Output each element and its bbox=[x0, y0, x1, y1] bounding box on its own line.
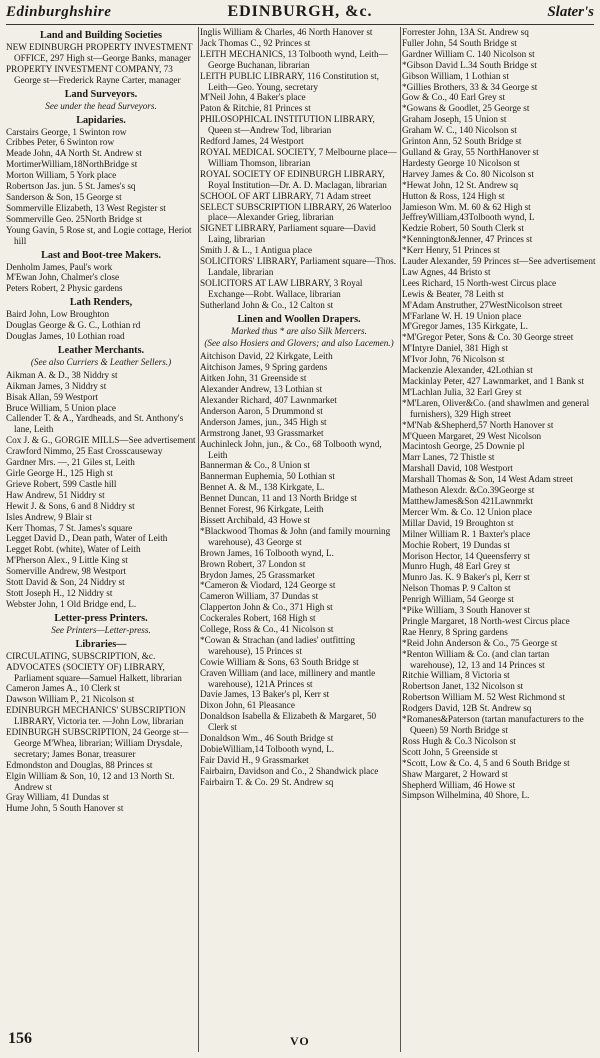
directory-entry: Nelson Thomas P. 9 Calton st bbox=[402, 583, 511, 594]
directory-entry: ADVOCATES (SOCIETY OF) LIBRARY, Parliament square—Samuel Halkett, librarian bbox=[6, 661, 182, 683]
directory-entry: Aikman James, 3 Niddry st bbox=[6, 380, 107, 391]
directory-entry: Brydon James, 25 Grassmarket bbox=[200, 569, 315, 580]
directory-entry: Carstairs George, 1 Swinton row bbox=[6, 126, 127, 137]
directory-entry: ROYAL SOCIETY OF EDINBURGH LIBRARY, Royal Institution—Dr. A. D. Maclagan, librarian bbox=[200, 168, 387, 190]
directory-entry: Sommerville Elizabeth, 13 West Register st bbox=[6, 202, 166, 213]
directory-entry: Denholm James, Paul's work bbox=[6, 261, 113, 272]
directory-entry: Ross Hugh & Co.3 Nicolson st bbox=[402, 735, 516, 746]
section-heading: Land and Building Societies bbox=[39, 30, 162, 41]
directory-entry: EDINBURGH MECHANICS' SUBSCRIPTION LIBRARY, Victoria ter. —John Low, librarian bbox=[6, 705, 186, 727]
directory-entry: *M'Nab &Shepherd,57 North Hanover st bbox=[402, 419, 554, 430]
directory-entry: Bannerman & Co., 8 Union st bbox=[200, 460, 310, 471]
page-header bbox=[6, 2, 594, 24]
directory-entry: M'Intyre Daniel, 381 High st bbox=[402, 343, 509, 354]
section-heading: Leather Merchants. bbox=[57, 344, 145, 356]
directory-entry: Gibson William, 1 Lothian st bbox=[402, 70, 509, 81]
directory-entry: Brown Robert, 37 London st bbox=[200, 558, 306, 569]
directory-entry: M'Adam Anstruther, 27WestNicolson street bbox=[402, 299, 563, 310]
directory-entry: Harvey James & Co. 80 Nicolson st bbox=[402, 168, 534, 179]
directory-entry: Gardner Mrs. —, 21 Giles st, Leith bbox=[6, 457, 135, 468]
directory-entry: Gardner William C. 140 Nicolson st bbox=[402, 48, 535, 59]
directory-entry: Fairbairn T. & Co. 29 St. Andrew sq bbox=[200, 776, 334, 787]
directory-entry: Pringle Margaret, 18 North-west Circus place bbox=[402, 615, 570, 626]
directory-entry: Aitchison David, 22 Kirkgate, Leith bbox=[200, 351, 333, 362]
directory-entry: NEW EDINBURGH PROPERTY INVESTMENT OFFICE, 297 High st—George Banks, manager bbox=[6, 42, 193, 63]
directory-entry: Gray William, 41 Dundas st bbox=[6, 792, 109, 803]
directory-entry: Brown James, 16 Tolbooth wynd, L. bbox=[200, 547, 334, 558]
directory-entry: Webster John, 1 Old Bridge end, L. bbox=[6, 598, 137, 609]
directory-entry: CIRCULATING, SUBSCRIPTION, &c. bbox=[6, 650, 156, 661]
directory-entry: Haw Andrew, 51 Niddry st bbox=[6, 489, 105, 500]
directory-entry: Robertson Jas. jun. 5 St. James's sq bbox=[6, 181, 136, 192]
column-divider bbox=[400, 27, 401, 1052]
directory-entry: Jack Thomas C., 92 Princes st bbox=[200, 37, 311, 48]
directory-entry: Millar David, 19 Broughton st bbox=[402, 517, 514, 528]
section-heading: Linen and Woollen Drapers. bbox=[237, 313, 361, 325]
directory-entry: Morison Hector, 14 Queensferry st bbox=[402, 550, 530, 561]
directory-entry: Craven William (and lace, millinery and mantle warehouse), 121A Princes st bbox=[200, 667, 376, 689]
page-number: 156 bbox=[8, 1030, 32, 1047]
directory-entry: Aitchison James, 9 Spring gardens bbox=[200, 362, 328, 373]
directory-entry: Grinton Ann, 52 South Bridge st bbox=[402, 136, 522, 147]
directory-entry: Graham W. C., 140 Nicolson st bbox=[402, 125, 517, 136]
directory-entry: Dawson William P., 21 Nicolson st bbox=[6, 694, 135, 705]
directory-entry: Morton William, 5 York place bbox=[6, 170, 117, 181]
directory-entry: M'Pherson Alex., 9 Little King st bbox=[6, 555, 128, 566]
directory-entry: ROYAL MEDICAL SOCIETY, 7 Melbourne place—William Thomson, librarian bbox=[200, 146, 397, 168]
directory-entry: Edmondston and Douglas, 88 Princes st bbox=[6, 759, 153, 770]
printer-signature: VO bbox=[290, 1034, 310, 1048]
directory-entry: Smith J. & L., 1 Antigua place bbox=[200, 245, 313, 256]
directory-entry: Hardesty George 10 Nicolson st bbox=[402, 157, 520, 168]
section-heading: Last and Boot-tree Makers. bbox=[41, 249, 161, 261]
column-divider bbox=[198, 27, 199, 1052]
directory-entry: *Scott, Low & Co. 4, 5 and 6 South Bridge st bbox=[402, 757, 570, 768]
directory-entry: SCHOOL OF ART LIBRARY, 71 Adam street bbox=[200, 190, 372, 201]
directory-entry: M'Gregor James, 135 Kirkgate, L. bbox=[402, 321, 528, 332]
directory-entry: Peters Robert, 2 Physic gardens bbox=[6, 283, 123, 294]
directory-entry: Sanderson & Son, 15 George st bbox=[6, 191, 122, 202]
directory-entry: Matheson Alexdr. &Co.39George st bbox=[402, 485, 535, 496]
directory-entry: Mochie Robert, 19 Dundas st bbox=[402, 539, 510, 550]
section-heading: Land Surveyors. bbox=[64, 88, 138, 100]
directory-entry: Bruce William, 5 Union place bbox=[6, 402, 116, 413]
directory-column-3 bbox=[402, 27, 596, 1027]
directory-entry: Munro Hugh, 48 Earl Grey st bbox=[402, 561, 511, 572]
directory-entry: Simpson Wilhelmina, 40 Shore, L. bbox=[402, 790, 530, 801]
directory-entry: Scott John, 5 Greenside st bbox=[402, 746, 498, 757]
directory-entry: Kerr Thomas, 7 St. James's square bbox=[6, 522, 133, 533]
directory-entry: Aikman A. & D., 38 Niddry st bbox=[6, 369, 118, 380]
directory-entry: Dixon John, 61 Pleasance bbox=[200, 700, 295, 711]
directory-entry: Mackinlay Peter, 427 Lawnmarket, and 1 Bank st bbox=[402, 376, 585, 386]
section-note: (See also Hosiers and Glovers; and also Lacemen.) bbox=[204, 338, 394, 349]
directory-entry: Mercer Wm. & Co. 12 Union place bbox=[402, 506, 532, 517]
directory-entry: Cameron James A., 10 Clerk st bbox=[6, 683, 121, 694]
directory-entry: Redford James, 24 Westport bbox=[200, 136, 304, 147]
directory-entry: DobieWilliam,14 Tolbooth wynd, L. bbox=[200, 744, 335, 754]
section-note: Marked thus * are also Silk Mercers. bbox=[231, 325, 367, 336]
directory-entry: Fair David H., 9 Grassmarket bbox=[200, 754, 309, 765]
directory-entry: Marshall Thomas & Son, 14 West Adam street bbox=[402, 474, 573, 485]
directory-entry: *Blackwood Thomas & John (and family mourning warehouse), 43 George st bbox=[200, 525, 391, 547]
directory-entry: *Renton William & Co. (and clan tartan warehouse), 12, 13 and 14 Princes st bbox=[402, 648, 550, 670]
directory-entry: Douglas James, 10 Lothian road bbox=[6, 331, 125, 342]
directory-entry: Elgin William & Son, 10, 12 and 13 North St. Andrew st bbox=[6, 770, 175, 792]
directory-entry: *Gillies Brothers, 33 & 34 George st bbox=[402, 81, 538, 92]
directory-entry: PROPERTY INVESTMENT COMPANY, 73 George st—Frederick Rayne Carter, manager bbox=[6, 63, 181, 85]
directory-entry: Bennet Forest, 96 Kirkgate, Leith bbox=[200, 504, 324, 515]
directory-entry: M'Neil John, 4 Baker's place bbox=[200, 92, 306, 103]
directory-entry: Armstrong Janet, 93 Grassmarket bbox=[200, 427, 324, 438]
directory-entry: Cribbes Peter, 6 Swinton row bbox=[6, 137, 115, 148]
directory-entry: Stott David & Son, 24 Niddry st bbox=[6, 577, 125, 588]
directory-entry: Cameron William, 37 Dundas st bbox=[200, 591, 319, 602]
directory-entry: Douglas George & G. C., Lothian rd bbox=[6, 320, 141, 331]
directory-entry: Gow & Co., 40 Earl Grey st bbox=[402, 92, 506, 103]
directory-entry: Paton & Ritchie, 81 Princes st bbox=[200, 103, 311, 114]
directory-entry: Cox J. & G., GORGIE MILLS—See advertisement bbox=[6, 435, 196, 446]
directory-entry: Graham Joseph, 15 Union st bbox=[402, 114, 507, 125]
directory-entry: Lees Richard, 15 North-west Circus place bbox=[402, 277, 557, 288]
directory-entry: Ritchie William, 8 Victoria st bbox=[402, 670, 510, 681]
directory-entry: PHILOSOPHICAL INSTITUTION LIBRARY, Queen st—Andrew Tod, librarian bbox=[200, 114, 375, 136]
directory-entry: MatthewJames&Son 421Lawnmrkt bbox=[402, 495, 533, 506]
directory-entry: Meade John, 4A North St. Andrew st bbox=[6, 148, 142, 159]
directory-entry: Isles Andrew, 9 Blair st bbox=[6, 511, 92, 522]
directory-entry: *M'Laren, Oliver&Co. (and shawlmen and general furnishers), 329 High street bbox=[402, 397, 590, 419]
directory-entry: Jamieson Wm. M. 60 & 62 High st bbox=[402, 201, 531, 212]
directory-entry: Rodgers David, 12B St. Andrew sq bbox=[402, 703, 532, 714]
directory-entry: Stott Joseph H., 12 Niddry st bbox=[6, 587, 113, 598]
directory-entry: Robertson William M. 52 West Richmond st bbox=[402, 692, 566, 703]
directory-entry: Bisak Allan, 59 Westport bbox=[6, 391, 98, 402]
directory-entry: Legget David D., Dean path, Water of Leith bbox=[6, 533, 168, 544]
directory-entry: MortimerWilliam,18NorthBridge st bbox=[6, 159, 138, 170]
directory-entry: EDINBURGH SUBSCRIPTION, 24 George st—George M'Whea, librarian; William Drysdale, secretary; James Bonar, treasurer bbox=[6, 727, 189, 759]
directory-entry: Auchinleck John, jun., & Co., 68 Tolbooth wynd, Leith bbox=[200, 438, 382, 460]
directory-entry: Lewis & Beater, 78 Leith st bbox=[402, 288, 504, 299]
county-header: Edinburghshire bbox=[6, 4, 112, 20]
directory-entry: Lauder Alexander, 59 Princes st—See advertisement bbox=[402, 256, 596, 267]
directory-entry: *Cameron & Viodard, 124 George st bbox=[200, 580, 336, 591]
directory-entry: Bennet Duncan, 11 and 13 North Bridge st bbox=[200, 493, 357, 504]
directory-entry: Marr Lanes, 72 Thistle st bbox=[402, 452, 495, 463]
directory-entry: SELECT SUBSCRIPTION LIBRARY, 26 Waterloo place—Alexander Grieg, librarian bbox=[200, 201, 392, 223]
directory-entry: Mackenzie Alexander, 42Lothian st bbox=[402, 365, 533, 376]
directory-entry: Cockerales Robert, 168 High st bbox=[200, 613, 316, 624]
directory-entry: Sommerville Geo. 25North Bridge st bbox=[6, 213, 143, 224]
directory-entry: M'Queen Margaret, 29 West Nicolson bbox=[402, 430, 542, 441]
directory-entry: Clapperton John & Co., 371 High st bbox=[200, 602, 333, 613]
directory-entry: Bissett Archibald, 43 Howe st bbox=[200, 514, 310, 525]
directory-entry: Cowie William & Sons, 63 South Bridge st bbox=[200, 656, 359, 667]
directory-entry: *Kennington&Jenner, 47 Princes st bbox=[402, 234, 533, 245]
directory-entry: *Gowans & Goodlet, 25 George st bbox=[402, 103, 530, 114]
directory-entry: Munro Jas. K. 9 Baker's pl, Kerr st bbox=[402, 572, 530, 583]
directory-entry: Crawford Nimmo, 25 East Crosscauseway bbox=[6, 446, 163, 457]
directory-entry: SOLICITORS' LIBRARY, Parliament square—Thos. Landale, librarian bbox=[200, 256, 397, 277]
directory-entry: SIGNET LIBRARY, Parliament square—David Laing, librarian bbox=[200, 223, 376, 245]
directory-entry: Aitken John, 31 Greenside st bbox=[200, 373, 307, 384]
directory-entry: Macintosh George, 25 Downie pl bbox=[402, 441, 525, 452]
directory-entry: Alexander Andrew, 13 Lothian st bbox=[200, 384, 323, 395]
directory-entry: Anderson Aaron, 5 Drummond st bbox=[200, 405, 323, 416]
section-note: See Printers—Letter-press. bbox=[51, 624, 151, 635]
section-heading: Lath Renders, bbox=[69, 297, 133, 309]
directory-entry: Forrester John, 13A St. Andrew sq bbox=[402, 27, 529, 37]
directory-entry: Fairbairn, Davidson and Co., 2 Shandwick place bbox=[200, 765, 379, 776]
directory-entry: *Gibson David L.34 South Bridge st bbox=[402, 59, 537, 70]
directory-entry: SOLICITORS AT LAW LIBRARY, 3 Royal Exchange—Robt. Wallace, librarian bbox=[200, 277, 363, 299]
directory-entry: Donaldson Wm., 46 South Bridge st bbox=[200, 733, 334, 744]
directory-entry: College, Ross & Co., 41 Nicolson st bbox=[200, 624, 334, 635]
directory-entry: JeffreyWilliam,43Tolbooth wynd, L bbox=[402, 212, 535, 223]
directory-entry: Somerville Andrew, 98 Westport bbox=[6, 566, 126, 577]
directory-entry: Rae Henry, 8 Spring gardens bbox=[402, 626, 508, 637]
directory-entry: LEITH PUBLIC LIBRARY, 116 Constitution st, Leith—Geo. Young, secretary bbox=[200, 70, 379, 92]
directory-entry: Donaldson Isabella & Elizabeth & Margaret, 50 Clerk st bbox=[200, 711, 377, 733]
directory-entry: Penrigh William, 54 George st bbox=[402, 594, 514, 605]
directory-entry: M'Farlane W. H. 19 Union place bbox=[402, 310, 522, 321]
directory-entry: Bennet A. & M., 138 Kirkgate, L. bbox=[200, 482, 325, 493]
directory-entry: M'Ewan John, Chalmer's close bbox=[6, 272, 120, 283]
directory-entry: Sutherland John & Co., 12 Calton st bbox=[200, 299, 334, 310]
directory-entry: Robertson Janet, 132 Nicolson st bbox=[402, 681, 524, 692]
directory-entry: Young Gavin, 5 Rose st, and Logie cottage, Heriot hill bbox=[6, 224, 192, 246]
directory-entry: *Pike William, 3 South Hanover st bbox=[402, 605, 531, 616]
directory-entry: Shepherd William, 46 Howe st bbox=[402, 779, 516, 790]
page-title: EDINBURGH, &c. bbox=[227, 3, 373, 20]
directory-entry: Callender T. & A., Yardheads, and St. Anthony's lane, Leith bbox=[6, 413, 184, 435]
publisher-header: Slater's bbox=[547, 4, 594, 20]
section-note: (See also Curriers & Leather Sellers.) bbox=[30, 356, 172, 367]
directory-entry: Kedzie Robert, 50 South Clerk st bbox=[402, 223, 524, 234]
directory-column-2 bbox=[200, 27, 398, 1027]
directory-entry: Girle George H., 125 High st bbox=[6, 468, 113, 478]
section-heading: Lapidaries. bbox=[76, 114, 126, 126]
directory-entry: *Kerr Henry, 51 Princes st bbox=[402, 245, 500, 256]
directory-column-1 bbox=[6, 27, 196, 1027]
directory-entry: Anderson James, jun., 345 High st bbox=[200, 416, 327, 427]
directory-entry: Marshall David, 108 Westport bbox=[402, 463, 513, 474]
directory-entry: Grieve Robert, 599 Castle hill bbox=[6, 478, 117, 489]
directory-entry: M'Lachlan Julia, 32 Earl Grey st bbox=[402, 386, 522, 397]
directory-entry: Milner William R. 1 Baxter's place bbox=[402, 528, 531, 539]
directory-entry: *M'Gregor Peter, Sons & Co. 30 George street bbox=[402, 332, 574, 343]
directory-entry: Gulland & Gray, 55 NorthHanover st bbox=[402, 146, 539, 157]
section-heading: Letter-press Printers. bbox=[54, 612, 148, 624]
directory-entry: *Hewat John, 12 St. Andrew sq bbox=[402, 179, 519, 190]
directory-entry: Hume John, 5 South Hanover st bbox=[6, 803, 124, 814]
section-heading: Libraries— bbox=[75, 638, 127, 650]
directory-entry: Bannerman Euphemia, 50 Lothian st bbox=[200, 471, 335, 482]
directory-entry: Alexander Richard, 407 Lawnmarket bbox=[200, 395, 337, 405]
directory-entry: Inglis William & Charles, 46 North Hanover st bbox=[200, 27, 373, 37]
directory-entry: Hewit J. & Sons, 6 and 8 Niddry st bbox=[6, 500, 135, 511]
directory-entry: Legget Robt. (white), Water of Leith bbox=[6, 544, 141, 555]
directory-entry: *Reid John Anderson & Co., 75 George st bbox=[402, 637, 558, 648]
directory-entry: Law Agnes, 44 Bristo st bbox=[402, 266, 491, 277]
directory-entry: Baird John, Low Broughton bbox=[6, 309, 110, 320]
directory-entry: Davie James, 13 Baker's pl, Kerr st bbox=[200, 689, 330, 700]
directory-entry: *Cowan & Strachan (and ladies' outfitting warehouse), 15 Princes st bbox=[200, 634, 356, 656]
directory-entry: LEITH MECHANICS, 13 Tolbooth wynd, Leith—George Buchanan, librarian bbox=[200, 48, 388, 70]
directory-entry: M'Ivor John, 76 Nicolson st bbox=[402, 354, 505, 365]
directory-entry: Fuller John, 54 South Bridge st bbox=[402, 37, 517, 48]
directory-entry: Shaw Margaret, 2 Howard st bbox=[402, 768, 508, 779]
directory-entry: *Romanes&Paterson (tartan manufacturers to the Queen) 59 North Bridge st bbox=[402, 714, 584, 735]
section-note: See under the head Surveyors. bbox=[45, 100, 157, 111]
header-rule bbox=[6, 24, 594, 25]
directory-entry: Hutton & Ross, 124 High st bbox=[402, 190, 505, 201]
